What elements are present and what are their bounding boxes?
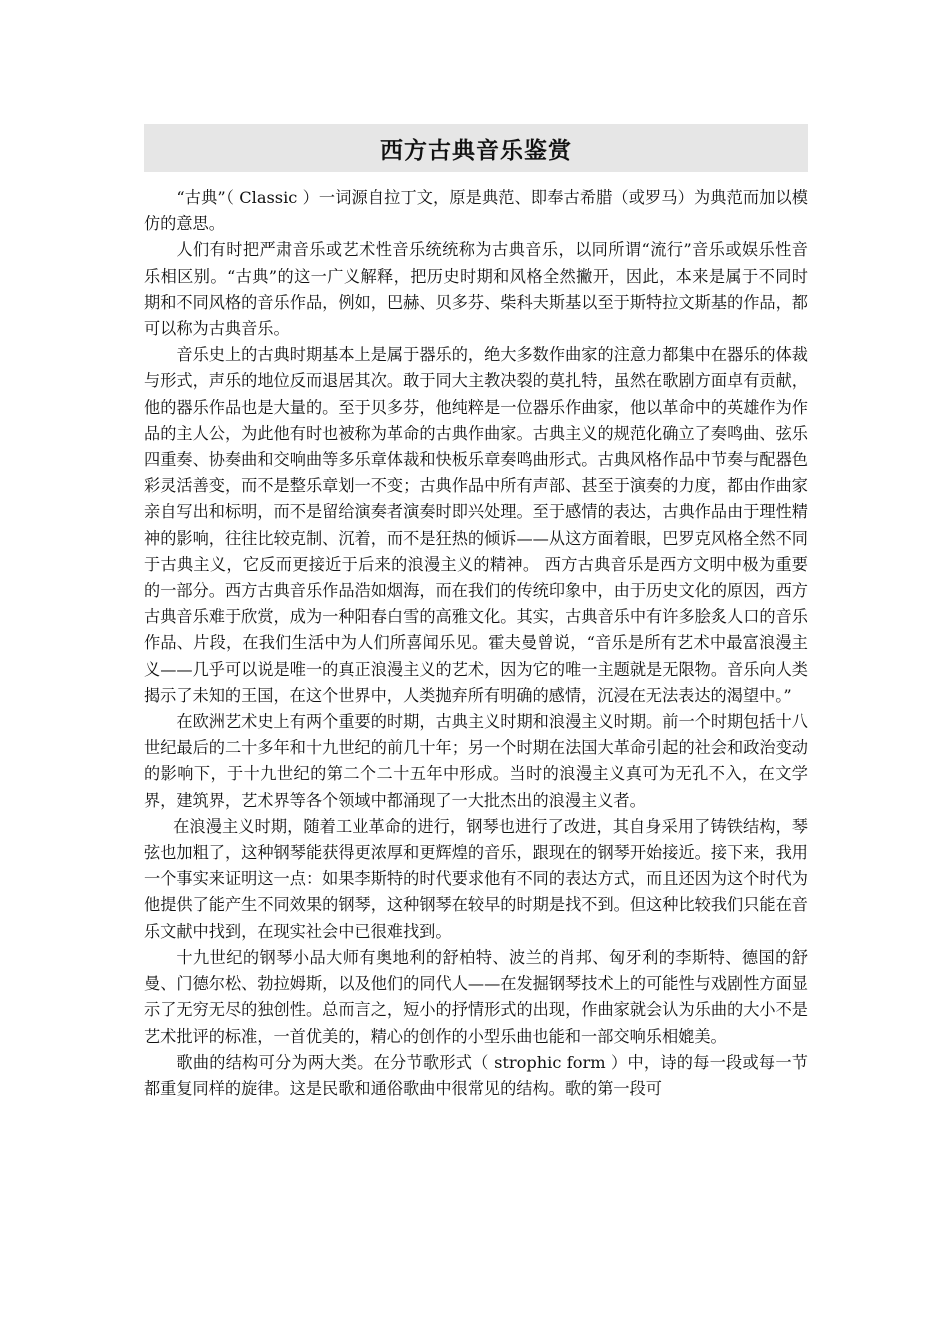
paragraph-4: 在欧洲艺术史上有两个重要的时期，古典主义时期和浪漫主义时期。前一个时期包括十八世纪最后的二十多年和十九世纪的前几十年；另一个时期在法国大革命引起的社会和政治变动的影响下，于十九世纪的第二个二十五年中形成。当时的浪漫主义真可为无孔不入，在文学界，建筑界，艺术界等各个领域中都涌现了一大批杰出的浪漫主义者。 [144, 712, 808, 810]
paragraph-6: 十九世纪的钢琴小品大师有奥地利的舒柏特、波兰的肖邦、匈牙利的李斯特、德国的舒曼、门德尔松、勃拉姆斯，以及他们的同代人——在发掘钢琴技术上的可能性与戏剧性方面显示了无穷无尽的独创性。总而言之，短小的抒情形式的出现，作曲家就会认为乐曲的大小不是艺术批评的标准，一首优美的，精心的创作的小型乐曲也能和一部交响乐相媲美。 [144, 947, 808, 1046]
document-title: 西方古典音乐鉴赏 [380, 136, 572, 164]
document-body [144, 185, 808, 1102]
paragraph-2: 人们有时把严肃音乐或艺术性音乐统统称为古典音乐，以同所谓“流行”音乐或娱乐性音乐相区别。“古典”的这一广义解释，把历史时期和风格全然撇开，因此，本来是属于不同时期和不同风格的音乐作品，例如，巴赫、贝多芬、柴科夫斯基以至于斯特拉文斯基的作品，都可以称为古典音乐。 [144, 240, 808, 339]
title-banner [144, 124, 808, 172]
paragraph-5: 在浪漫主义时期，随着工业革命的进行，钢琴也进行了改进，其自身采用了铸铁结构，琴弦也加粗了，这种钢琴能获得更浓厚和更辉煌的音乐，跟现在的钢琴开始接近。接下来，我用一个事实来证明这一点：如果李斯特的时代要求他有不同的表达方式，而且还因为这个时代为他提供了能产生不同效果的钢琴，这种钢琴在较早的时期是找不到。但这种比较我们只能在音乐文献中找到，在现实社会中已很难找到。 [144, 816, 808, 941]
paragraph-3: 音乐史上的古典时期基本上是属于器乐的，绝大多数作曲家的注意力都集中在器乐的体裁与形式，声乐的地位反而退居其次。敢于同大主教决裂的莫扎特，虽然在歌剧方面卓有贡献，他的器乐作品也是大量的。至于贝多芬，他纯粹是一位器乐作曲家，他以革命中的英雄作为作品的主人公，为此他有时也被称为革命的古典作曲家。古典主义的规范化确立了奏鸣曲、弦乐四重奏、协奏曲和交响曲等多乐章体裁和快板乐章奏鸣曲形式。古典风格作品中节奏与配器色彩灵活善变，而不是整乐章划一不变；古典作品中所有声部、甚至于演奏的力度，都由作曲家亲自写出和标明，而不是留给演奏者演奏时即兴处理。至于感情的表达，古典作品由于理性精神的影响，往往比较克制、沉着，而不是狂热的倾诉——从这方面着眼，巴罗克风格全然不同于古典主义，它反而更接近于后来的浪漫主义的精神。 西方古典音乐是西方文明中极为重要的一部分。西方古典音乐作品浩如烟海，而在我们的传统印象中，由于历史文化的原因，西方古典音乐难于欣赏，成为一种阳春白雪的高雅文化。其实，古典音乐中有许多脍炙人口的音乐作品、片段，在我们生活中为人们所喜闻乐见。霍夫曼曾说，“音乐是所有艺术中最富浪漫主义——几乎可以说是唯一的真正浪漫主义的艺术，因为它的唯一主题就是无限物。音乐向人类揭示了未知的王国，在这个世界中，人类抛弃所有明确的感情，沉浸在无法表达的渴望中。” [144, 345, 808, 705]
paragraph-7: 歌曲的结构可分为两大类。在分节歌形式（ strophic form ）中，诗的每一段或每一节都重复同样的旋律。这是民歌和通俗歌曲中很常见的结构。歌的第一段可 [144, 1052, 808, 1098]
paragraph-1: “古典”（ Classic ）一词源自拉丁文，原是典范、即奉古希腊（或罗马）为典范而加以模仿的意思。 [144, 188, 808, 234]
